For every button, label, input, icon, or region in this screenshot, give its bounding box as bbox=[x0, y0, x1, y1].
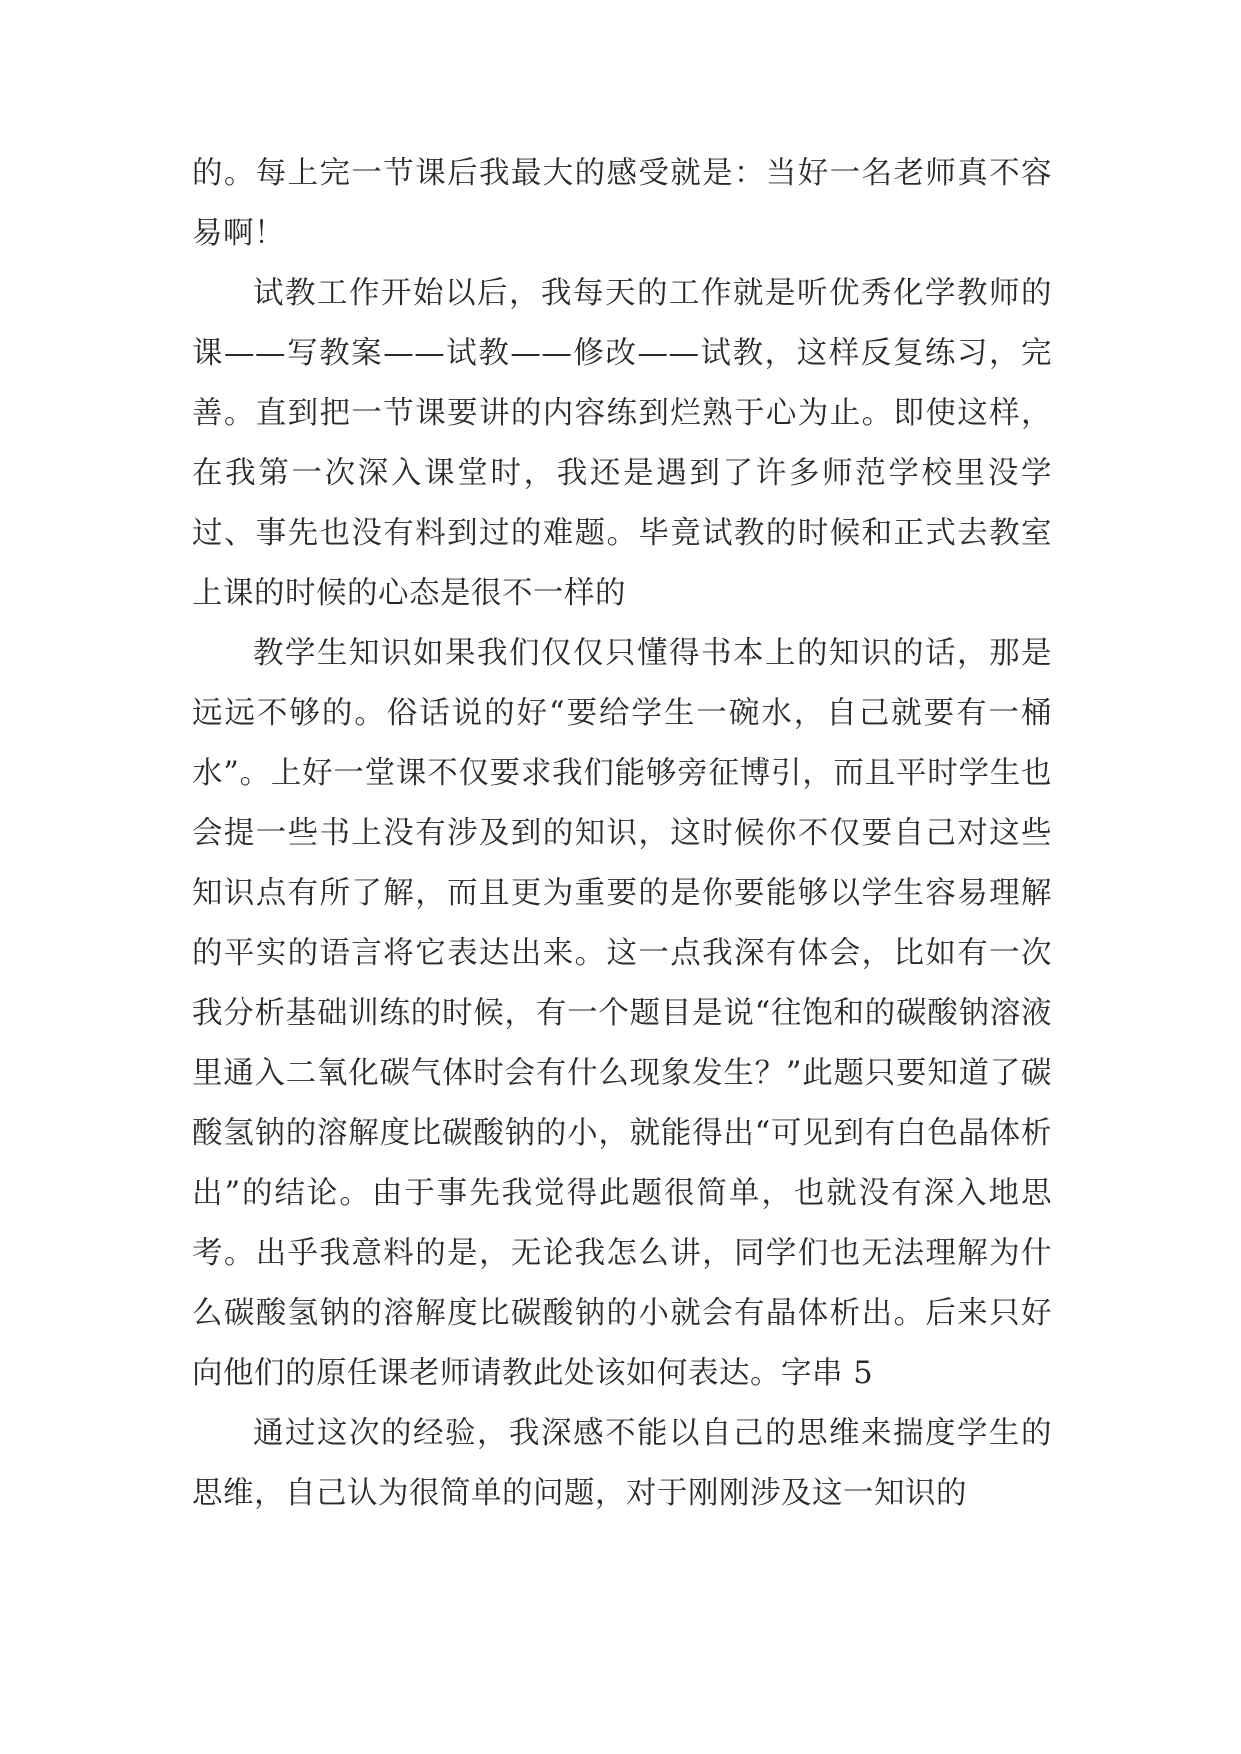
document-page bbox=[192, 144, 1052, 1524]
paragraph-continuation: 的。每上完一节课后我最大的感受就是：当好一名老师真不容易啊！ bbox=[192, 156, 1052, 251]
paragraph-teaching-knowledge: 教学生知识如果我们仅仅只懂得书本上的知识的话，那是远远不够的。俗话说的好“要给学生一碗水，自己就要有一桶水”。上好一堂课不仅要求我们能够旁征博引，而且平时学生也会提一些书上没有涉及到的知识，这时候你不仅要自己对这些知识点有所了解，而且更为重要的是你要能够以学生容易理解的平实的语言将它表达出来。这一点我深有体会，比如有一次我分析基础训练的时候，有一个题目是说“往饱和的碳酸钠溶液里通入二氧化碳气体时会有什么现象发生？”此题只要知道了碳酸氢钠的溶解度比碳酸钠的小，就能得出“可见到有白色晶体析出”的结论。由于事先我觉得此题很简单，也就没有深入地思考。出乎我意料的是，无论我怎么讲，同学们也无法理解为什么碳酸氢钠的溶解度比碳酸钠的小就会有晶体析出。后来只好向他们的原任课老师请教此处该如何表达。字串 5 bbox=[192, 636, 1052, 1391]
paragraph-trial-teaching: 试教工作开始以后，我每天的工作就是听优秀化学教师的课——写教案——试教——修改——试教，这样反复练习，完善。直到把一节课要讲的内容练到烂熟于心为止。即使这样，在我第一次深入课堂时，我还是遇到了许多师范学校里没学过、事先也没有料到过的难题。毕竟试教的时候和正式去教室上课的时候的心态是很不一样的 bbox=[192, 276, 1052, 611]
paragraph-experience: 通过这次的经验，我深感不能以自己的思维来揣度学生的思维，自己认为很简单的问题，对于刚刚涉及这一知识的 bbox=[192, 1416, 1052, 1511]
